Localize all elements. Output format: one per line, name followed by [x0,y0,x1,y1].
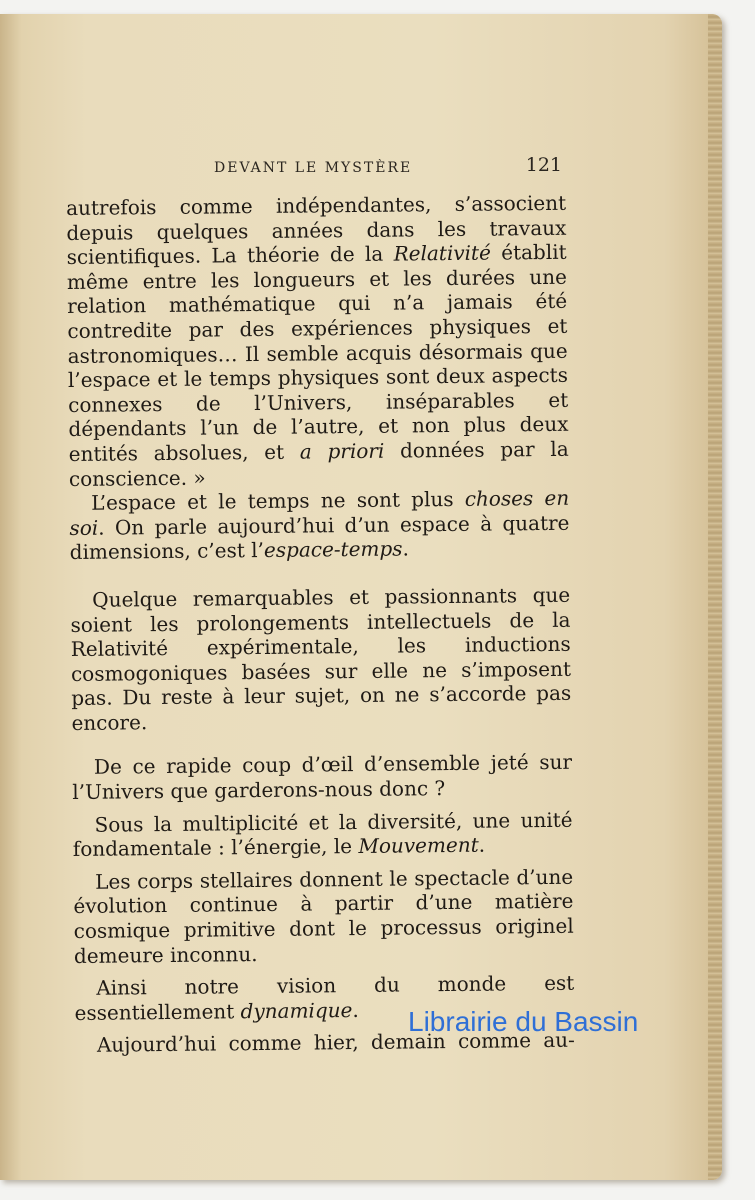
italic-text: a priori [299,438,385,464]
text-run: établit même entre les longueurs et les durées une relation mathématique qui n’a jamais été contredite par des expériences physiques et astronomiques… Il semble acquis désormais que l’espace et le temps physiques sont deux aspects connexes de l’Univers, inséparables et dépendants l’un de l’autre, et non plus deux entités absolues, et [66,239,569,466]
running-head-title: DEVANT LE MYSTÈRE [214,160,413,176]
text-run: Sous la multiplicité et la diversité, une unité fondamentale : l’énergie, le [72,807,573,862]
text-run: . [478,832,486,857]
text-run: Quelque remarquables et passionnants que soient les prolongements intellectuels de la Relativité expérimentale, les inductions cosmogoniques basées sur elle ne s’imposent pas. Du reste à leur sujet, on ne s’accorde pas encore. [70,582,572,735]
italic-text: dynamique [240,997,353,1024]
text-run: autrefois comme indépendantes, s’associent depuis quelques années dans les travaux scientifiques. La théorie de la [66,190,567,270]
body-text [66,191,575,1058]
watermark-text: Librairie du Bassin [408,1006,639,1037]
paragraph-espace-temps [69,486,570,565]
text-run: De ce rapide coup d’œil d’ensemble jeté sur l’Univers que garderons-nous donc ? [72,750,573,805]
italic-text: choses en soi [69,485,570,540]
paragraph-quote-continuation [66,191,569,491]
italic-text: Relativité [393,240,491,266]
text-run: . On parle aujourd’hui d’un espace à quatre dimensions, c’est l’ [69,510,570,565]
paragraph-coup-doeil [72,750,572,804]
text-run: Aujourd’hui comme hier, demain comme au- [96,1028,575,1058]
paragraph-relativite [70,583,572,736]
page-edge [708,14,722,1180]
running-head [68,148,566,182]
italic-text: espace-temps [263,536,403,563]
paragraph-unite [72,807,572,861]
text-run: L’espace et le temps ne sont plus [91,486,465,515]
paragraph-corps-stellaires [73,865,574,969]
text-run: données par la conscience. » [68,436,569,491]
text-run: . [352,997,359,1022]
text-run: . [402,536,409,561]
text-run: Les corps stellaires donnent le spectacle d’une évolution continue à partir d’une matière cosmique primitive dont le processus originel demeure inconnu. [73,864,574,968]
italic-text: Mouvement [358,832,479,859]
page-number: 121 [525,154,562,176]
text-run: Ainsi notre vision du monde est essentiellement [74,970,575,1025]
